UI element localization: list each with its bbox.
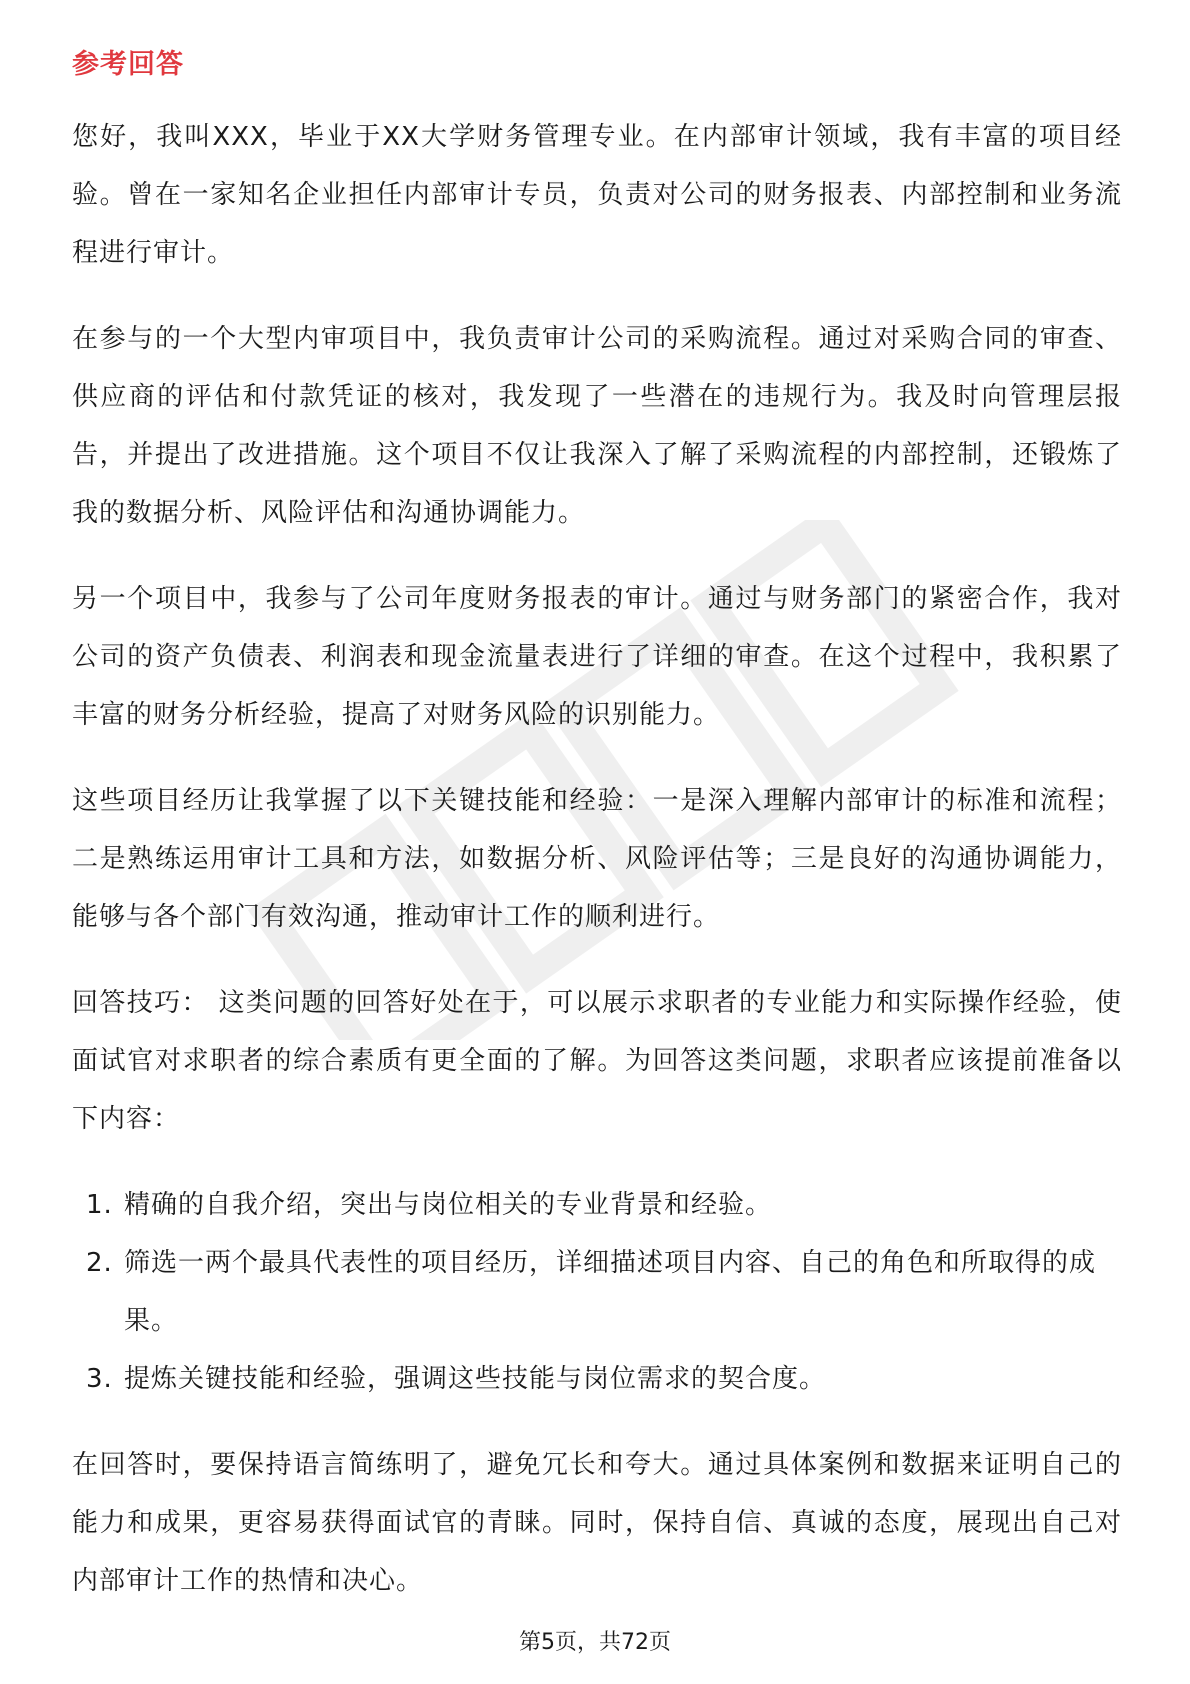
document-page (72, 44, 1122, 1638)
paragraph-project-one: 在参与的一个大型内审项目中，我负责审计公司的采购流程。通过对采购合同的审查、供应商的评估和付款凭证的核对，我发现了一些潜在的违规行为。我及时向管理层报告，并提出了改进措施。这个项目不仅让我深入了解了采购流程的内部控制，还锻炼了我的数据分析、风险评估和沟通协调能力。 (72, 324, 1122, 528)
paragraph-intro: 您好，我叫XXX，毕业于XX大学财务管理专业。在内部审计领域，我有丰富的项目经验。曾在一家知名企业担任内部审计专员，负责对公司的财务报表、内部控制和业务流程进行审计。 (72, 122, 1122, 268)
paragraph-closing: 在回答时，要保持语言简练明了，避免冗长和夸大。通过具体案例和数据来证明自己的能力和成果，更容易获得面试官的青睐。同时，保持自信、真诚的态度，展现出自己对内部审计工作的热情和决心。 (72, 1450, 1122, 1596)
paragraph-project-two: 另一个项目中，我参与了公司年度财务报表的审计。通过与财务部门的紧密合作，我对公司的资产负债表、利润表和现金流量表进行了详细的审查。在这个过程中，我积累了丰富的财务分析经验，提高了对财务风险的识别能力。 (72, 584, 1122, 730)
list-number: 2. (86, 1248, 113, 1278)
paragraph-skills: 这些项目经历让我掌握了以下关键技能和经验：一是深入理解内部审计的标准和流程；二是熟练运用审计工具和方法，如数据分析、风险评估等；三是良好的沟通协调能力，能够与各个部门有效沟通，推动审计工作的顺利进行。 (72, 786, 1122, 932)
list-text: 精确的自我介绍，突出与岗位相关的专业背景和经验。 (124, 1190, 773, 1220)
section-heading: 参考回答 (72, 49, 184, 80)
page-number-footer: 第5页，共72页 (519, 1630, 671, 1655)
list-item (72, 1176, 1122, 1234)
list-number: 3. (86, 1364, 113, 1394)
list-number: 1. (86, 1190, 113, 1220)
list-item (72, 1350, 1122, 1408)
list-text: 筛选一两个最具代表性的项目经历，详细描述项目内容、自己的角色和所取得的成果。 (124, 1248, 1097, 1336)
preparation-list (72, 1176, 1122, 1408)
list-text: 提炼关键技能和经验，强调这些技能与岗位需求的契合度。 (124, 1364, 827, 1394)
list-item (72, 1234, 1122, 1350)
paragraph-tips: 回答技巧： 这类问题的回答好处在于，可以展示求职者的专业能力和实际操作经验，使面试官对求职者的综合素质有更全面的了解。为回答这类问题，求职者应该提前准备以下内容： (72, 988, 1122, 1134)
